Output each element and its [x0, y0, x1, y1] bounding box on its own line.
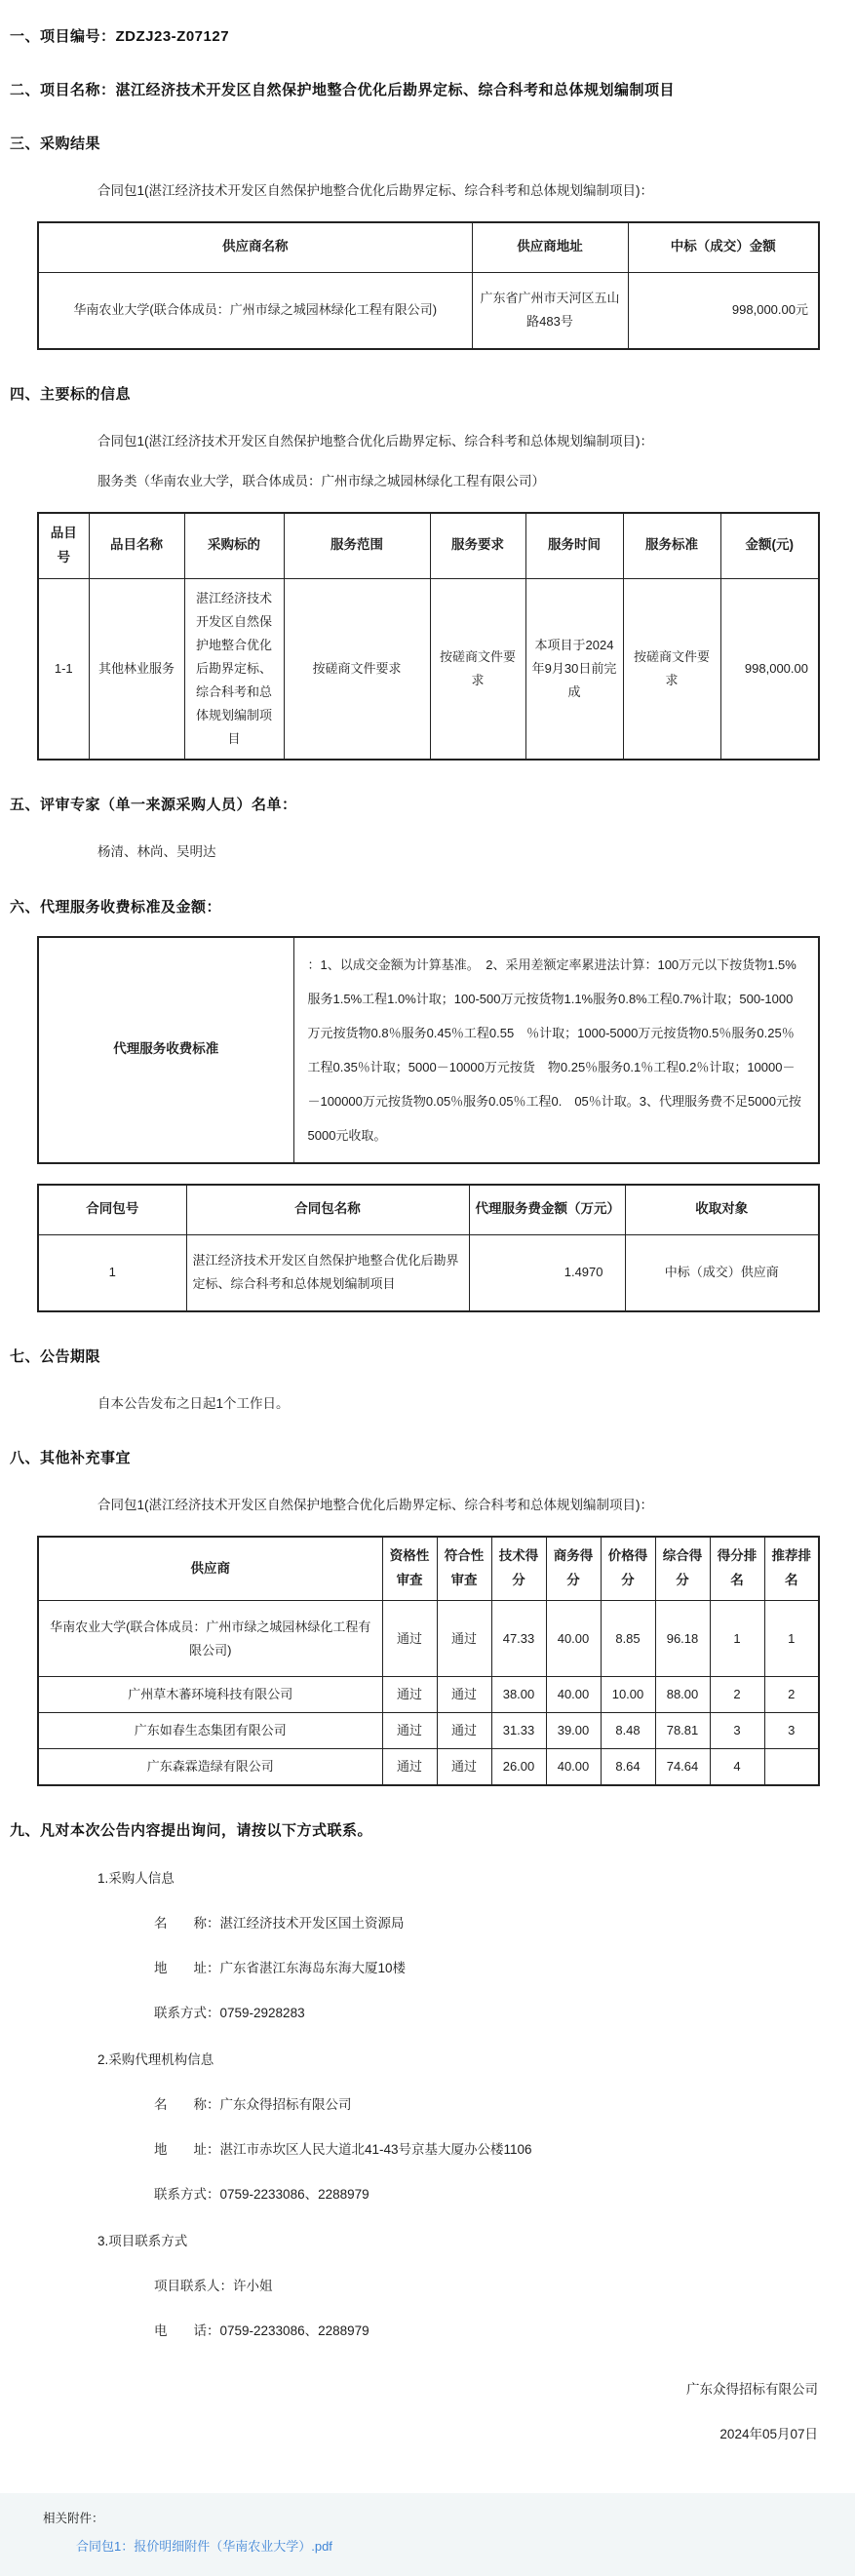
cell-supplier: 广州草木蕃环境科技有限公司 [38, 1677, 382, 1713]
section-project-number: 一、项目编号：ZDZJ23-Z07127 [10, 28, 230, 45]
cell-supplier: 华南农业大学(联合体成员：广州市绿之城园林绿化工程有限公司) [38, 1601, 382, 1677]
col-total-score: 综合得分 [655, 1537, 710, 1601]
fee-standard-text: ：1、以成交金额为计算基准。 2、采用差额定率累进法计算：100万元以下按货物1.5%服务1.5%工程1.0%计取；100-500万元按货物1.1%服务0.8%工程0.7%计取；500-1000万元按货物0.8％服务0.45％工程0.55 ％计取；1000-5000万元按货物0.5％服务0.25％工程0.35％计取；5000－10000万元按货 物0.25％服务0.1％工程0.2％计取；10000－－100000万元按货物0.05％服务0.05％工程0. 05％计取。3、代理服务费不足5000元按5000元收取。 [293, 937, 819, 1163]
cell-recommend-rank: 2 [764, 1677, 819, 1713]
buyer-phone: 联系方式：0759-2928283 [154, 2006, 305, 2021]
cell-technical: 31.33 [491, 1713, 546, 1749]
service-class-line: 服务类（华南农业大学，联合体成员：广州市绿之城园林绿化工程有限公司） [97, 474, 545, 489]
buyer-address: 地 址：广东省湛江东海岛东海大厦10楼 [154, 1961, 407, 1976]
table-row [38, 1713, 819, 1749]
col-award-amount: 中标（成交）金额 [628, 222, 819, 273]
col-item-no: 品目号 [38, 513, 89, 578]
section-other-title: 八、其他补充事宜 [10, 1450, 132, 1467]
cell-supplier: 广东森霖造绿有限公司 [38, 1749, 382, 1786]
project-contact-phone: 电 话：0759-2233086、2288979 [154, 2323, 369, 2339]
cell-total: 96.18 [655, 1601, 710, 1677]
result-table [37, 221, 820, 350]
cell-business: 39.00 [546, 1713, 601, 1749]
col-score-rank: 得分排名 [710, 1537, 764, 1601]
col-conformity-review: 符合性审查 [437, 1537, 491, 1601]
col-supplier-address: 供应商地址 [472, 222, 628, 273]
subject-package-line: 合同包1(湛江经济技术开发区自然保护地整合优化后勘界定标、综合科考和总体规划编制项目)： [97, 433, 653, 449]
cell-qualification: 通过 [382, 1749, 437, 1786]
cell-package-name: 湛江经济技术开发区自然保护地整合优化后勘界定标、综合科考和总体规划编制项目 [186, 1235, 469, 1311]
fee-amount-table [37, 1184, 820, 1312]
cell-conformity: 通过 [437, 1601, 491, 1677]
cell-total: 74.64 [655, 1749, 710, 1786]
cell-price: 10.00 [601, 1677, 655, 1713]
section-project-name: 二、项目名称：湛江经济技术开发区自然保护地整合优化后勘界定标、综合科考和总体规划编制项目 [10, 82, 676, 98]
cell-score-rank: 1 [710, 1601, 764, 1677]
cell-procurement-subject: 湛江经济技术开发区自然保护地整合优化后勘界定标、综合科考和总体规划编制项目 [184, 578, 284, 760]
agency-address: 地 址：湛江市赤坎区人民大道北41-43号京基大厦办公楼1106 [154, 2142, 532, 2158]
cell-price: 8.48 [601, 1713, 655, 1749]
cell-business: 40.00 [546, 1749, 601, 1786]
signature-date: 2024年05月07日 [719, 2427, 818, 2442]
col-qualification-review: 资格性审查 [382, 1537, 437, 1601]
col-service-scope: 服务范围 [284, 513, 430, 578]
cell-fee-payer: 中标（成交）供应商 [625, 1235, 819, 1311]
col-package-no: 合同包号 [38, 1185, 186, 1235]
cell-score-rank: 4 [710, 1749, 764, 1786]
buyer-name: 名 称：湛江经济技术开发区国土资源局 [154, 1916, 405, 1932]
col-item-name: 品目名称 [89, 513, 184, 578]
col-package-name: 合同包名称 [186, 1185, 469, 1235]
cell-item-name: 其他林业服务 [89, 578, 184, 760]
cell-recommend-rank: 1 [764, 1601, 819, 1677]
cell-technical: 26.00 [491, 1749, 546, 1786]
cell-business: 40.00 [546, 1677, 601, 1713]
col-procurement-subject: 采购标的 [184, 513, 284, 578]
table-row [38, 1235, 819, 1311]
cell-package-no: 1 [38, 1235, 186, 1311]
attachment-pdf-link[interactable]: 合同包1：报价明细附件（华南农业大学）.pdf [76, 2539, 332, 2555]
section-subject-title: 四、主要标的信息 [10, 385, 132, 403]
cell-conformity: 通过 [437, 1677, 491, 1713]
table-row [38, 1601, 819, 1677]
cell-service-time: 本项目于2024年9月30日前完成 [525, 578, 623, 760]
section-agency-fee-title: 六、代理服务收费标准及金额： [10, 898, 222, 916]
cell-amount: 998,000.00 [720, 578, 819, 760]
cell-score-rank: 2 [710, 1677, 764, 1713]
result-package-line: 合同包1(湛江经济技术开发区自然保护地整合优化后勘界定标、综合科考和总体规划编制项目)： [97, 183, 653, 198]
project-contact-person: 项目联系人：许小姐 [154, 2279, 273, 2294]
table-header-row [38, 1185, 819, 1235]
table-row [38, 273, 819, 349]
cell-conformity: 通过 [437, 1713, 491, 1749]
table-row [38, 578, 819, 760]
col-supplier: 供应商 [38, 1537, 382, 1601]
cell-service-scope: 按磋商文件要求 [284, 578, 430, 760]
table-row [38, 1677, 819, 1713]
attachment-bar [0, 2493, 855, 2576]
table-header-row [38, 1537, 819, 1601]
attachment-label: 相关附件： [43, 2512, 104, 2526]
col-service-requirement: 服务要求 [430, 513, 525, 578]
section-procurement-result-title: 三、采购结果 [10, 136, 101, 152]
cell-conformity: 通过 [437, 1749, 491, 1786]
cell-score-rank: 3 [710, 1713, 764, 1749]
score-table [37, 1536, 820, 1787]
col-supplier-name: 供应商名称 [38, 222, 472, 273]
col-business-score: 商务得分 [546, 1537, 601, 1601]
signature-company: 广东众得招标有限公司 [686, 2382, 818, 2398]
cell-price: 8.64 [601, 1749, 655, 1786]
cell-technical: 38.00 [491, 1677, 546, 1713]
table-row [38, 937, 819, 1163]
fee-standard-table [37, 936, 820, 1164]
col-amount: 金额(元) [720, 513, 819, 578]
cell-business: 40.00 [546, 1601, 601, 1677]
signature-block [10, 2378, 818, 2442]
table-header-row [38, 513, 819, 578]
subject-table [37, 512, 820, 761]
cell-supplier: 广东如春生态集团有限公司 [38, 1713, 382, 1749]
table-header-row [38, 222, 819, 273]
cell-service-requirement: 按磋商文件要求 [430, 578, 525, 760]
table-row [38, 1749, 819, 1786]
agency-phone: 联系方式：0759-2233086、2288979 [154, 2187, 369, 2203]
cell-technical: 47.33 [491, 1601, 546, 1677]
cell-qualification: 通过 [382, 1677, 437, 1713]
buyer-info-heading: 1.采购人信息 [97, 1871, 175, 1887]
cell-qualification: 通过 [382, 1713, 437, 1749]
col-recommend-rank: 推荐排名 [764, 1537, 819, 1601]
project-contact-heading: 3.项目联系方式 [97, 2234, 188, 2249]
cell-recommend-rank: 3 [764, 1713, 819, 1749]
cell-agency-fee: 1.4970 [469, 1235, 625, 1311]
agency-info-heading: 2.采购代理机构信息 [97, 2052, 214, 2068]
section-experts-title: 五、评审专家（单一来源采购人员）名单： [10, 797, 297, 814]
cell-qualification: 通过 [382, 1601, 437, 1677]
cell-award-amount: 998,000.00元 [628, 273, 819, 349]
cell-total: 78.81 [655, 1713, 710, 1749]
section-contact-title: 九、凡对本次公告内容提出询问，请按以下方式联系。 [10, 1822, 373, 1840]
col-agency-fee: 代理服务费金额（万元） [469, 1185, 625, 1235]
cell-total: 88.00 [655, 1677, 710, 1713]
experts-names: 杨清、林尚、吴明达 [97, 844, 216, 860]
cell-price: 8.85 [601, 1601, 655, 1677]
col-fee-payer: 收取对象 [625, 1185, 819, 1235]
other-package-line: 合同包1(湛江经济技术开发区自然保护地整合优化后勘界定标、综合科考和总体规划编制项目)： [97, 1498, 653, 1513]
col-price-score: 价格得分 [601, 1537, 655, 1601]
cell-recommend-rank [764, 1749, 819, 1786]
cell-supplier-address: 广东省广州市天河区五山路483号 [472, 273, 628, 349]
cell-service-standard: 按磋商文件要求 [623, 578, 720, 760]
col-service-standard: 服务标准 [623, 513, 720, 578]
cell-item-no: 1-1 [38, 578, 89, 760]
col-service-time: 服务时间 [525, 513, 623, 578]
cell-supplier-name: 华南农业大学(联合体成员：广州市绿之城园林绿化工程有限公司) [38, 273, 472, 349]
section-notice-period-title: 七、公告期限 [10, 1347, 101, 1365]
fee-standard-label: 代理服务收费标准 [38, 937, 293, 1163]
notice-period-text: 自本公告发布之日起1个工作日。 [97, 1395, 290, 1411]
agency-name: 名 称：广东众得招标有限公司 [154, 2097, 352, 2113]
col-technical-score: 技术得分 [491, 1537, 546, 1601]
